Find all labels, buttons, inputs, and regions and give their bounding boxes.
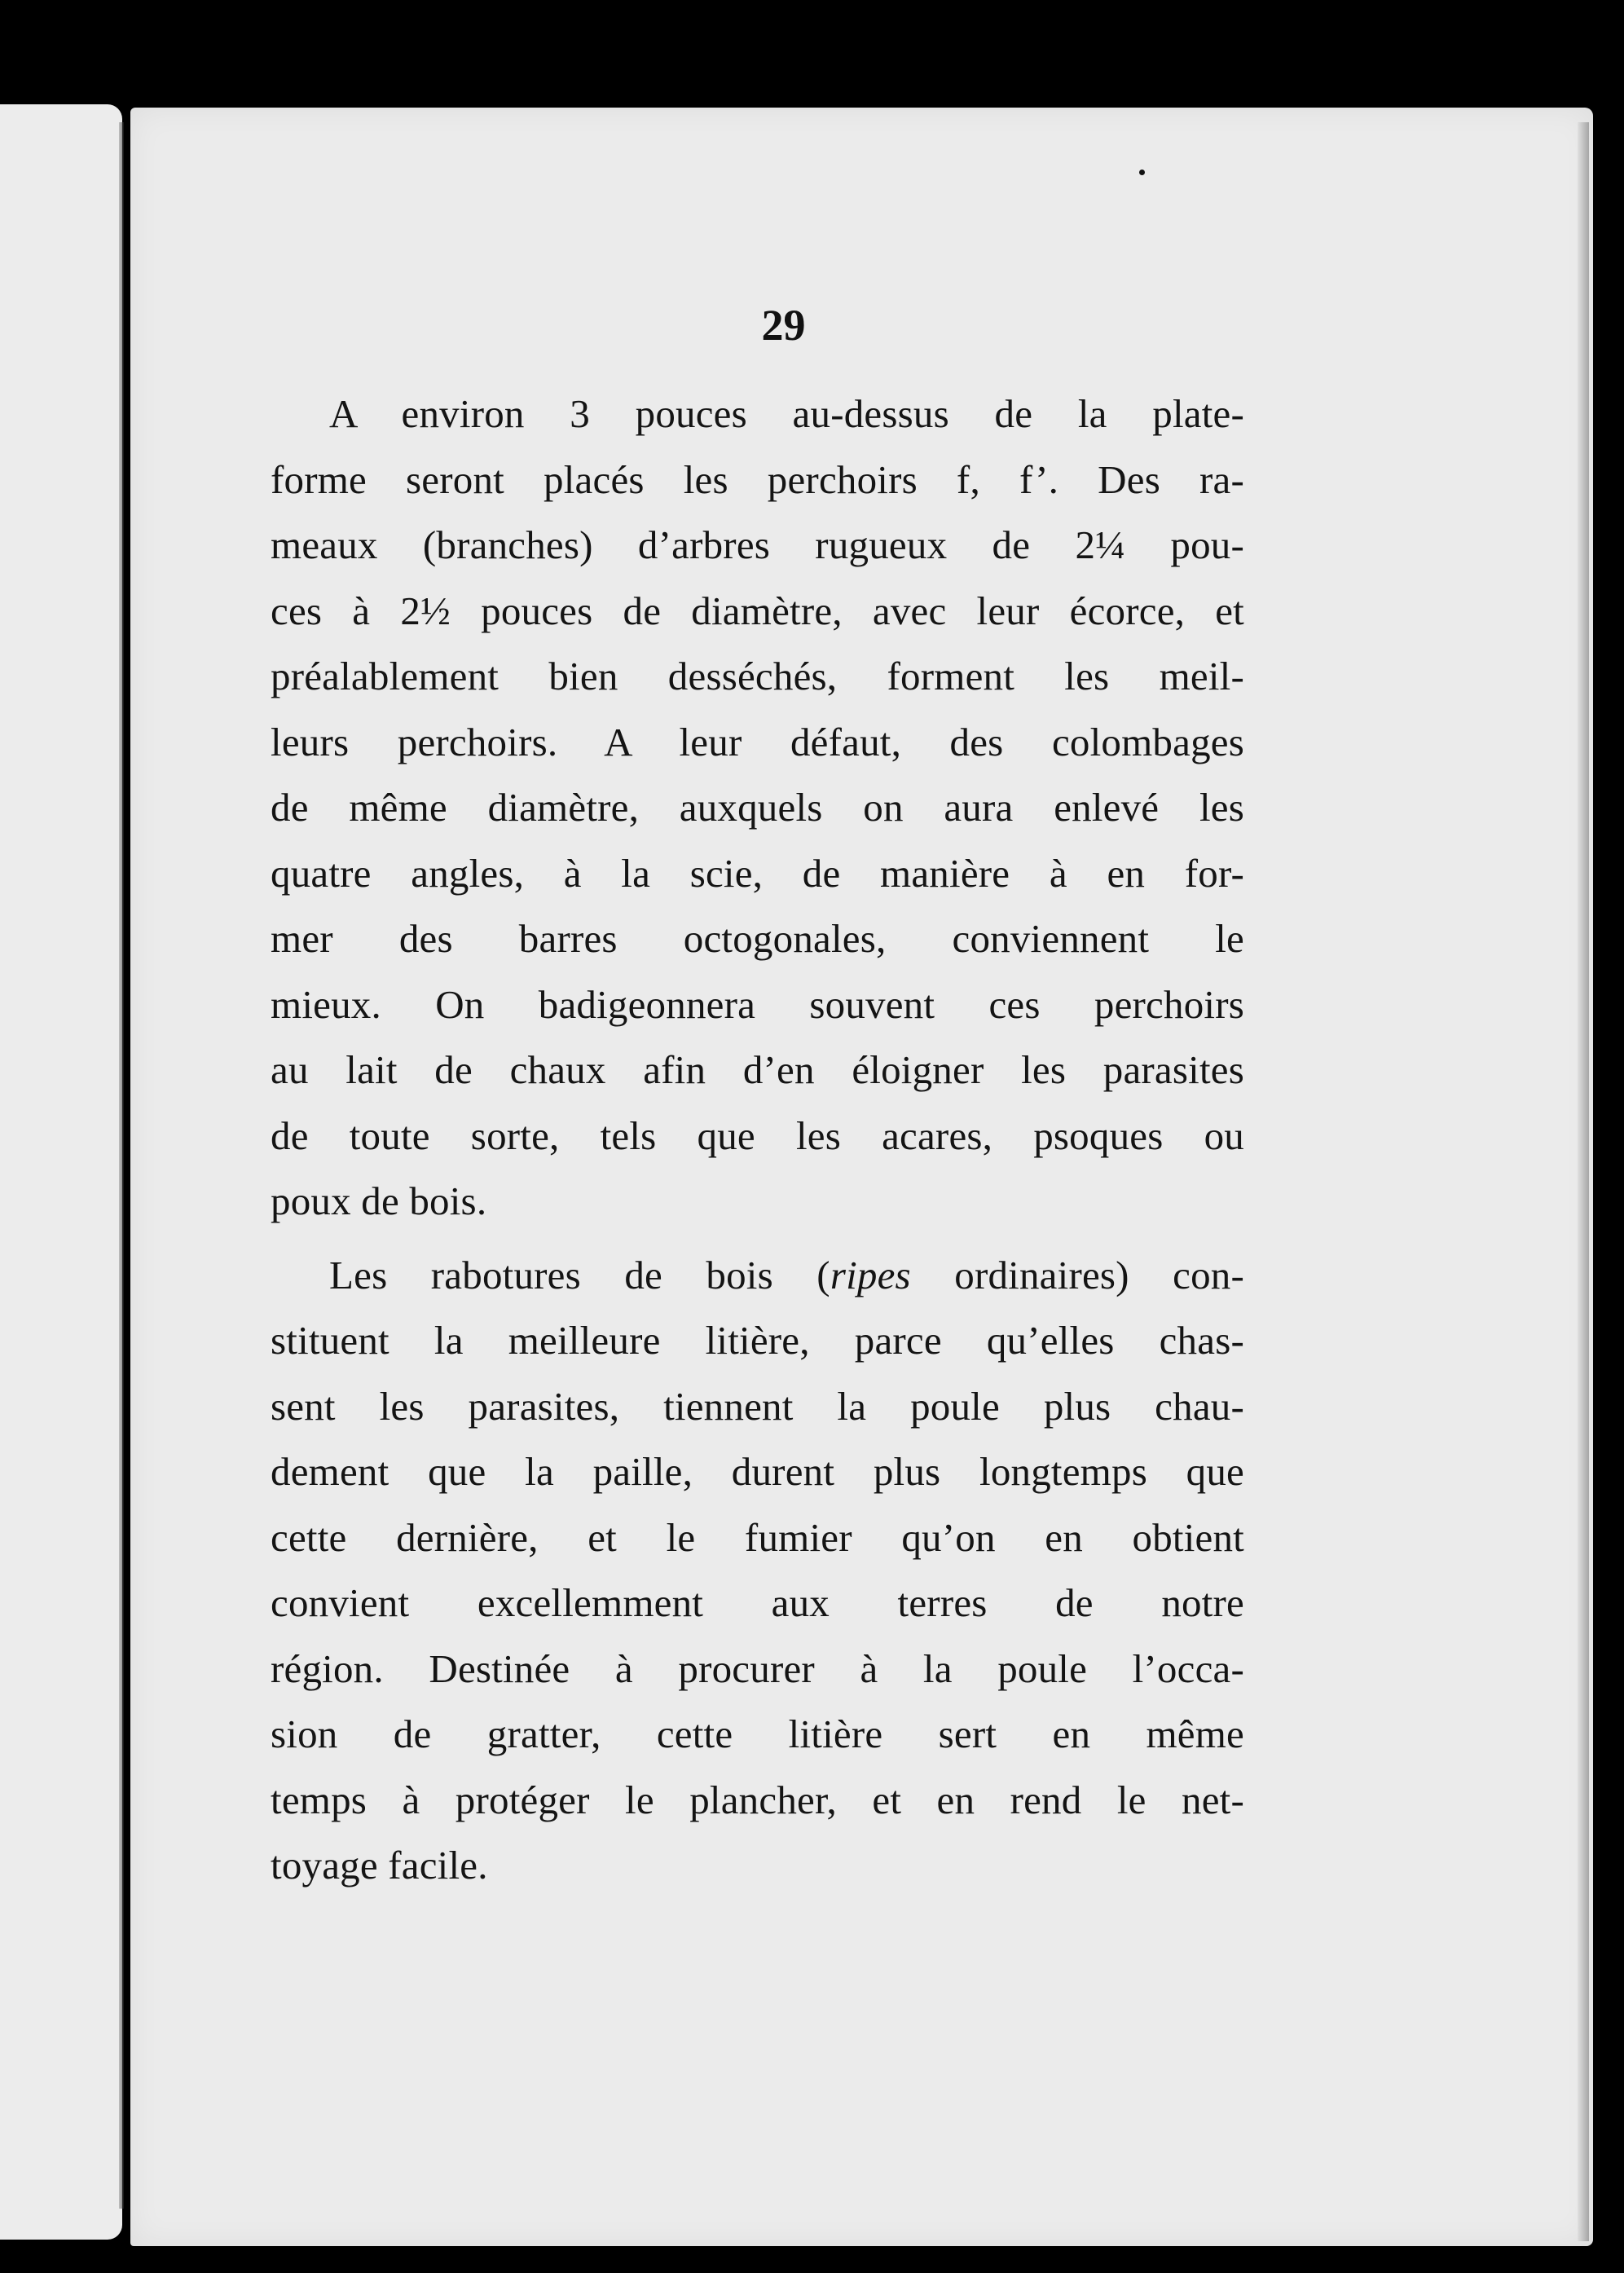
facing-page-strip: [0, 104, 122, 2240]
text-line: cette dernière, et le fumier qu’on en obtient: [271, 1514, 1244, 1560]
text-line: sent les parasites, tiennent la poule plus chau-: [271, 1383, 1244, 1429]
paragraph-2: [271, 1243, 1244, 1899]
text-line: A environ 3 pouces au-dessus de la plate-: [329, 391, 1244, 436]
italic-term: ripes: [830, 1252, 911, 1297]
text-line: sion de gratter, cette litière sert en même: [271, 1711, 1244, 1756]
text-line: ces à 2½ pouces de diamètre, avec leur écorce, et: [271, 588, 1244, 633]
text-segment: ordinaires) con-: [910, 1252, 1244, 1297]
page-text: [271, 381, 1244, 1899]
text-line: de même diamètre, auxquels on aura enlevé les: [271, 785, 1244, 830]
text-line: mieux. On badigeonnera souvent ces perchoirs: [271, 981, 1244, 1027]
paragraph-1: [271, 381, 1244, 1235]
text-line: convient excellemment aux terres de notre: [271, 1580, 1244, 1625]
text-line: meaux (branches) d’arbres rugueux de 2¼ pou-: [271, 522, 1244, 567]
ink-speck: [1139, 170, 1145, 175]
text-line: [271, 1243, 1244, 1309]
text-line: stituent la meilleure litière, parce qu’elles chas-: [271, 1318, 1244, 1363]
text-line: poux de bois.: [271, 1178, 487, 1223]
page-number: 29: [761, 301, 806, 350]
facing-page-edge: [119, 122, 124, 2209]
text-line: forme seront placés les perchoirs f, f’. Des ra-: [271, 456, 1244, 502]
text-segment: Les rabotures de bois (: [329, 1252, 830, 1297]
text-line: au lait de chaux afin d’en éloigner les parasites: [271, 1047, 1244, 1092]
page-right-edge: [1578, 122, 1589, 2241]
text-line: dement que la paille, durent plus longtemps que: [271, 1449, 1244, 1494]
text-line: temps à protéger le plancher, et en rend le net-: [271, 1777, 1244, 1822]
text-line: préalablement bien desséchés, forment les meil-: [271, 654, 1244, 698]
text-line: mer des barres octogonales, conviennent le: [271, 916, 1244, 961]
text-line: leurs perchoirs. A leur défaut, des colombages: [271, 719, 1244, 764]
text-line: toyage facile.: [271, 1843, 488, 1888]
text-line: région. Destinée à procurer à la poule l’occa-: [271, 1645, 1244, 1691]
text-line: de toute sorte, tels que les acares, psoques ou: [271, 1112, 1244, 1158]
text-line: quatre angles, à la scie, de manière à en for-: [271, 850, 1244, 896]
